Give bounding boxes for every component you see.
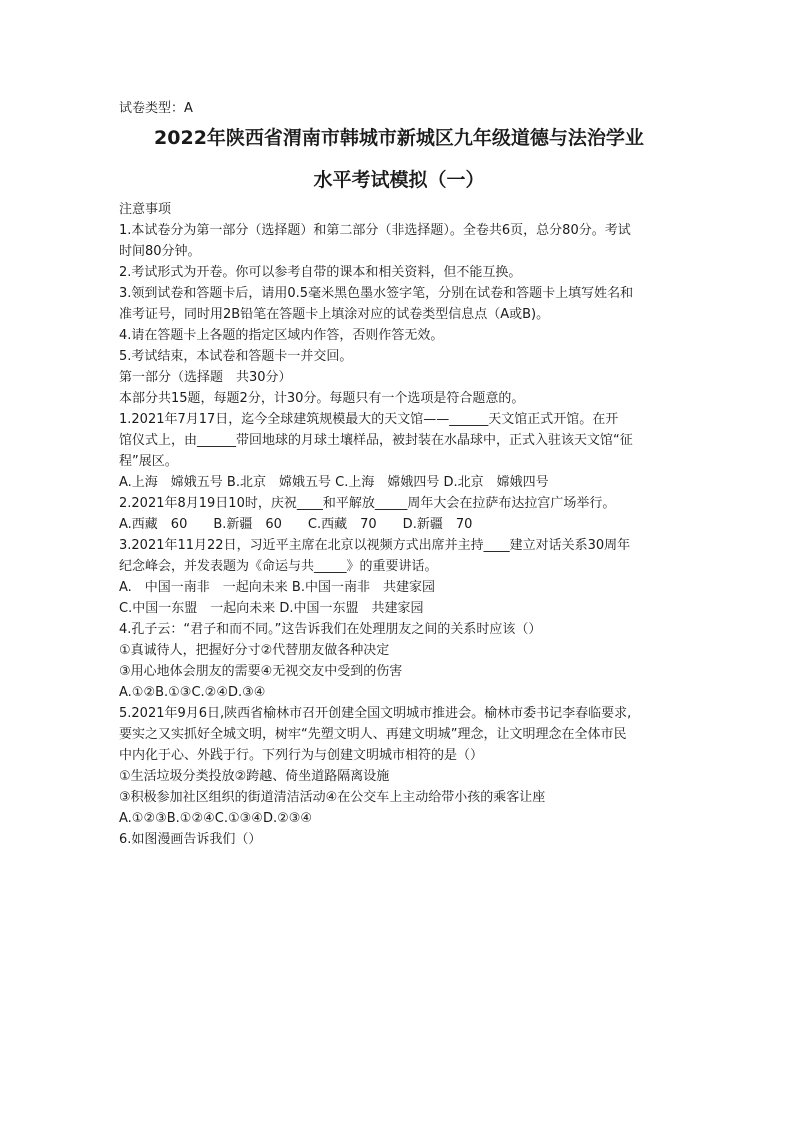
question-5-stem-end: 中内化于心、外践于行。下列行为与创建文明城市相符的是（） (119, 748, 484, 763)
notice-item-1-cont: 时间80分钟。 (119, 244, 201, 259)
question-4-statements-12: ①真诚待人，把握好分寸②代替朋友做各种决定 (119, 643, 390, 658)
question-5-statements-12: ①生活垃圾分类投放②跨越、倚坐道路隔离设施 (119, 769, 390, 784)
question-1-options: A.上海 嫦娥五号 B.北京 嫦娥五号 C.上海 嫦娥四号 D.北京 嫦娥四号 (119, 475, 549, 490)
notice-item-3-cont: 准考证号，同时用2B铅笔在答题卡上填涂对应的试卷类型信息点（A或B)。 (119, 307, 550, 322)
section-instructions: 本部分共15题，每题2分，计30分。每题只有一个选项是符合题意的。 (119, 391, 525, 406)
notice-item-1: 1.本试卷分为第一部分（选择题）和第二部分（非选择题）。全卷共6页，总分80分。考试 (119, 223, 631, 238)
exam-title-line-2: 水平考试模拟（一） (313, 169, 485, 191)
notice-item-4: 4.请在答题卡上各题的指定区域内作答，否则作答无效。 (119, 328, 444, 343)
question-6-stem: 6.如图漫画告诉我们（） (119, 832, 262, 847)
exam-type-label: 试卷类型：A (119, 101, 193, 116)
exam-title-line-1: 2022年陕西省渭南市韩城市新城区九年级道德与法治学业 (154, 127, 644, 149)
question-1-stem-end: 程”展区。 (119, 454, 178, 469)
section-heading: 第一部分（选择题 共30分） (119, 370, 292, 385)
question-1-stem: 1.2021年7月17日，迄今全球建筑规模最大的天文馆——______天文馆正式开馆。在开 (119, 412, 619, 427)
notice-heading: 注意事项 (119, 202, 172, 217)
notice-item-3: 3.领到试卷和答题卡后，请用0.5毫米黑色墨水签字笔，分别在试卷和答题卡上填写姓名和 (119, 286, 634, 301)
question-3-stem-cont: 纪念峰会，并发表题为《命运与共_____》的重要讲话。 (119, 559, 438, 574)
question-3-stem: 3.2021年11月22日，习近平主席在北京以视频方式出席并主持____建立对话关系30周年 (119, 538, 631, 553)
question-5-options: A.①②③B.①②④C.①③④D.②③④ (119, 811, 313, 826)
notice-item-2: 2.考试形式为开卷。你可以参考自带的课本和相关资料，但不能互换。 (119, 265, 522, 280)
question-4-options: A.①②B.①③C.②④D.③④ (119, 685, 266, 700)
question-5-statements-34: ③积极参加社区组织的街道清洁活动④在公交车上主动给带小孩的乘客让座 (119, 790, 546, 805)
question-4-statements-34: ③用心地体会朋友的需要④无视交友中受到的伤害 (119, 664, 403, 679)
question-5-stem-cont: 要实之又实抓好全城文明，树牢“先塑文明人、再建文明城”理念，让文明理念在全体市民 (119, 727, 627, 742)
question-1-stem-cont: 馆仪式上，由______带回地球的月球土壤样品，被封装在水晶球中，正式入驻该天文馆“征 (119, 433, 633, 448)
question-5-stem: 5.2021年9月6日,陕西省榆林市召开创建全国文明城市推进会。榆林市委书记李春临要求, (119, 706, 632, 721)
question-3-options-ab: A. 中国一南非 一起向未来 B.中国一南非 共建家园 (119, 580, 435, 595)
question-3-options-cd: C.中国一东盟 一起向未来 D.中国一东盟 共建家园 (119, 601, 424, 616)
page-content (119, 98, 679, 850)
question-4-stem: 4.孔子云：“君子和而不同。”这告诉我们在处理朋友之间的关系时应该（） (119, 622, 542, 637)
question-2-options: A.西藏 60 B.新疆 60 C.西藏 70 D.新疆 70 (119, 517, 473, 532)
question-2-stem: 2.2021年8月19日10时，庆祝____和平解放_____周年大会在拉萨布达拉宫广场举行。 (119, 496, 616, 511)
notice-item-5: 5.考试结束，本试卷和答题卡一并交回。 (119, 349, 353, 364)
